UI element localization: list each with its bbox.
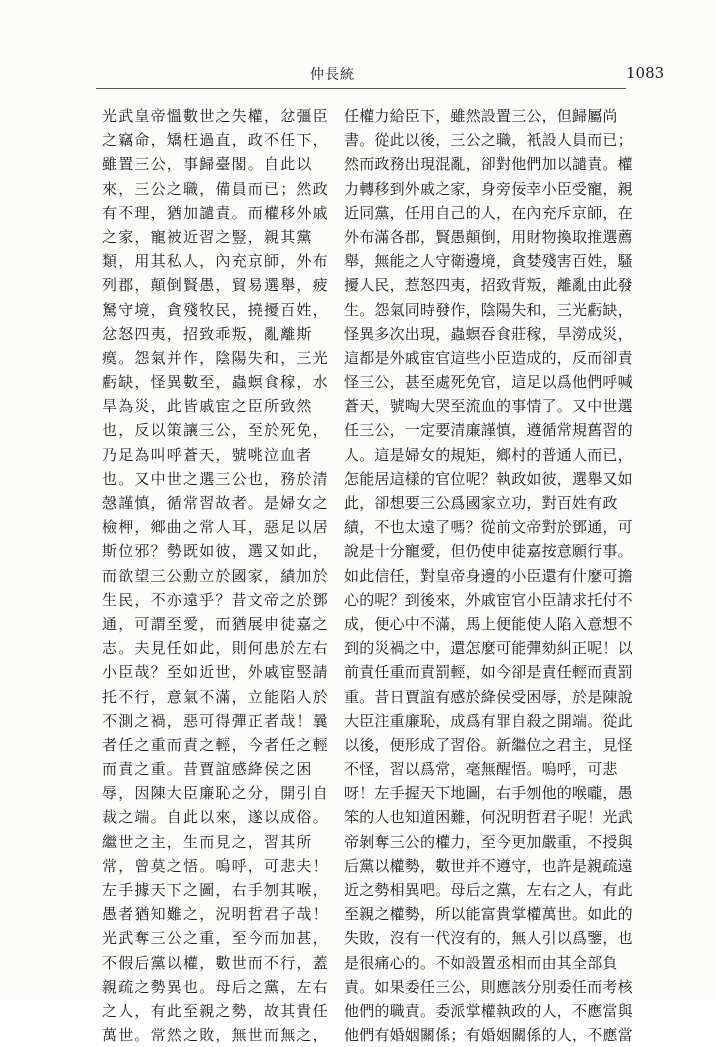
text-line: 書。從此以後，三公之職，衹設人員而已；: [344, 131, 633, 150]
classical-text-column: [102, 104, 329, 1047]
text-line: 光武奪三公之重，至今而加甚，: [102, 929, 329, 948]
text-line: 以後，便形成了習俗。新繼位之君主，見怪: [344, 735, 633, 754]
text-line: 前責任重而責罰輕，如今卻是責任輕而責罰: [344, 663, 633, 682]
text-line: 呀！左手握天下地圖，右手刎他的喉嚨，愚: [344, 784, 633, 803]
text-line: 志。夫見任如此，則何患於左右: [102, 639, 329, 658]
text-line: 如此信任，對皇帝身邊的小臣還有什麼可擔: [344, 566, 633, 585]
text-line: 有不理，猶加譴責。而權移外戚: [102, 203, 329, 222]
text-line: 蒼天，號啕大哭至流血的事情了。又中世選: [344, 397, 633, 416]
text-line: 任權力給臣下，雖然設置三公，但歸屬尚: [344, 107, 618, 125]
text-line: 至親之權勢，所以能富貴掌權萬世。如此的: [344, 905, 633, 924]
page-number: 1083: [626, 64, 665, 82]
text-line: 駑守境，貪殘牧民，撓擾百姓，: [102, 300, 329, 319]
text-line: 繼世之主，生而見之，習其所: [102, 832, 313, 851]
text-line: 怪三公，甚至處死免官，這足以爲他們呼喊: [344, 373, 633, 392]
text-line: 責。如果委任三公，則應該分別委任而考核: [344, 977, 633, 996]
text-line: 后黨以權勢，數世并不遵守，也許是親疏遠: [344, 856, 633, 875]
text-line: 也。又中世之選三公也，務於清: [102, 469, 329, 488]
text-line: 之家，寵被近習之豎，親其黨: [102, 227, 313, 246]
text-line: 不假后黨以權，數世而不行，蓋: [102, 953, 329, 972]
text-line: 左手據天下之圖，右手刎其喉，: [102, 881, 329, 899]
text-line: 常，曾莫之悟。嗚呼，可悲夫！: [102, 856, 329, 875]
text-line: 然而政務出現混亂，卻對他們加以譴責。權: [344, 155, 633, 174]
text-line: 旱為災，此皆戚宦之臣所致然: [102, 397, 313, 416]
text-line: 忿怒四夷，招致乖叛，亂離斯: [102, 324, 313, 343]
text-line: 舉，無能之人守衛邊境，貪婪殘害百姓，騷: [344, 252, 633, 271]
text-line: 任三公，一定要清廉謹慎，遵循常規舊習的: [344, 421, 633, 440]
text-line: 擾人民，惹怒四夷，招致背叛，離亂由此發: [344, 276, 633, 295]
text-line: 之人，有此至親之勢，故其貴任: [102, 1001, 329, 1020]
text-line: 之竊命，矯枉過直，政不任下，: [102, 131, 329, 150]
text-line: 通，可謂至愛，而猶展申徒嘉之: [102, 614, 329, 633]
text-line: 而責之重。昔賈誼感絳侯之困: [102, 760, 313, 779]
text-line: 光武皇帝慍數世之失權，忿彊臣: [102, 107, 329, 125]
text-line: 而欲望三公勳立於國家，績加於: [102, 566, 329, 585]
text-line: 外布滿各郡，賢愚顛倒，用財物換取推選薦: [344, 227, 633, 246]
text-line: 不怪，習以爲常，毫無醒悟。嗚呼，可悲: [344, 760, 618, 779]
header-rule: [96, 88, 626, 89]
text-line: 斯位邪？勢既如彼，選又如此，: [102, 542, 329, 561]
text-line: 是很痛心的。不如設置丞相而由其全部負: [344, 953, 618, 972]
text-line: 怪異多次出現，蟲螟吞食莊稼，旱澇成災，: [344, 324, 633, 343]
text-line: 也，反以策讓三公，至於死免，: [102, 421, 329, 440]
text-line: 雖置三公，事歸臺閣。自此以: [102, 155, 313, 174]
text-line: 裁之端。自此以來，遂以成俗。: [102, 808, 329, 827]
text-line: 萬世。常然之敗，無世而無之，: [102, 1026, 329, 1045]
text-line: 類，用其私人，內充京師，外布: [102, 252, 329, 271]
text-line: 乃足為叫呼蒼天，號咷泣血者: [102, 445, 313, 464]
text-line: 不測之禍，惡可得彈正者哉！曩: [102, 711, 329, 730]
text-line: 愨謹慎，循常習故者。是婦女之: [102, 494, 329, 512]
text-line: 生民，不亦遠乎？昔文帝之於鄧: [102, 590, 329, 609]
text-line: 愚者猶知難之，況明哲君子哉！: [102, 905, 329, 924]
text-line: 重。昔日賈誼有感於絳侯受困辱，於是陳說: [344, 687, 633, 706]
translation-text-column: [344, 104, 633, 1047]
text-line: 心的呢？到後來，外戚宦官小臣請求托付不: [344, 590, 633, 609]
text-line: 近同黨，任用自己的人，在內充斥京師，在: [344, 203, 633, 222]
text-line: 親疏之勢異也。母后之黨，左右: [102, 977, 329, 996]
text-line: 列郡，顛倒賢愚，貿易選舉，疲: [102, 276, 329, 295]
text-line: 他們的職責。委派掌權執政的人，不應當與: [344, 1001, 633, 1020]
text-line: 小臣哉？至如近世，外戚宦竪請: [102, 663, 329, 682]
text-line: 力轉移到外戚之家，身旁佞幸小臣受寵，親: [344, 179, 633, 198]
text-line: 大臣注重廉恥，成爲有罪自殺之開端。從此: [344, 711, 633, 730]
text-line: 怎能居這樣的官位呢？執政如彼，選舉又如: [344, 469, 633, 488]
text-line: 這都是外戚宦官這些小臣造成的，反而卻責: [344, 348, 633, 367]
text-line: 人。這是婦女的規矩，鄉村的普通人而已，: [344, 445, 633, 464]
running-header-title: 仲長統: [310, 67, 355, 83]
text-line: 瘼。怨氣并作，陰陽失和，三光: [102, 348, 329, 367]
text-line: 虧缺，怪異數至，蟲螟食稼，水: [102, 373, 329, 392]
text-line: 辱，因陳大臣廉恥之分，開引自: [102, 784, 329, 803]
text-line: 他們有婚姻關係；有婚姻關係的人，不應當: [344, 1026, 633, 1045]
text-line: 帝剝奪三公的權力，至今更加嚴重，不授與: [344, 832, 633, 851]
text-line: 此，卻想要三公爲國家立功，對百姓有政: [344, 494, 618, 512]
text-line: 近之勢相異吧。母后之黨，左右之人，有此: [344, 881, 633, 899]
text-line: 失敗，沒有一代沒有的，無人引以爲鑒，也: [344, 929, 633, 948]
text-line: 生。怨氣同時發作，陰陽失和，三光虧缺，: [344, 300, 633, 319]
text-line: 來，三公之職，備員而已；然政: [102, 179, 329, 198]
text-line: 笨的人也知道困難，何況明哲君子呢！光武: [344, 808, 633, 827]
text-line: 到的災禍之中，還怎麼可能彈劾糾正呢！以: [344, 639, 633, 658]
text-line: 者任之重而責之輕，今者任之輕: [102, 735, 329, 754]
text-line: 成，便心中不滿，馬上便能使人陷入意想不: [344, 614, 633, 633]
text-line: 托不行，意氣不滿，立能陷人於: [102, 687, 329, 706]
text-line: 說是十分寵愛，但仍使申徒嘉按意願行事。: [344, 542, 633, 561]
text-line: 績，不也太遠了嗎？從前文帝對於鄧通，可: [344, 518, 633, 537]
text-line: 檢柙，鄉曲之常人耳，惡足以居: [102, 518, 329, 537]
